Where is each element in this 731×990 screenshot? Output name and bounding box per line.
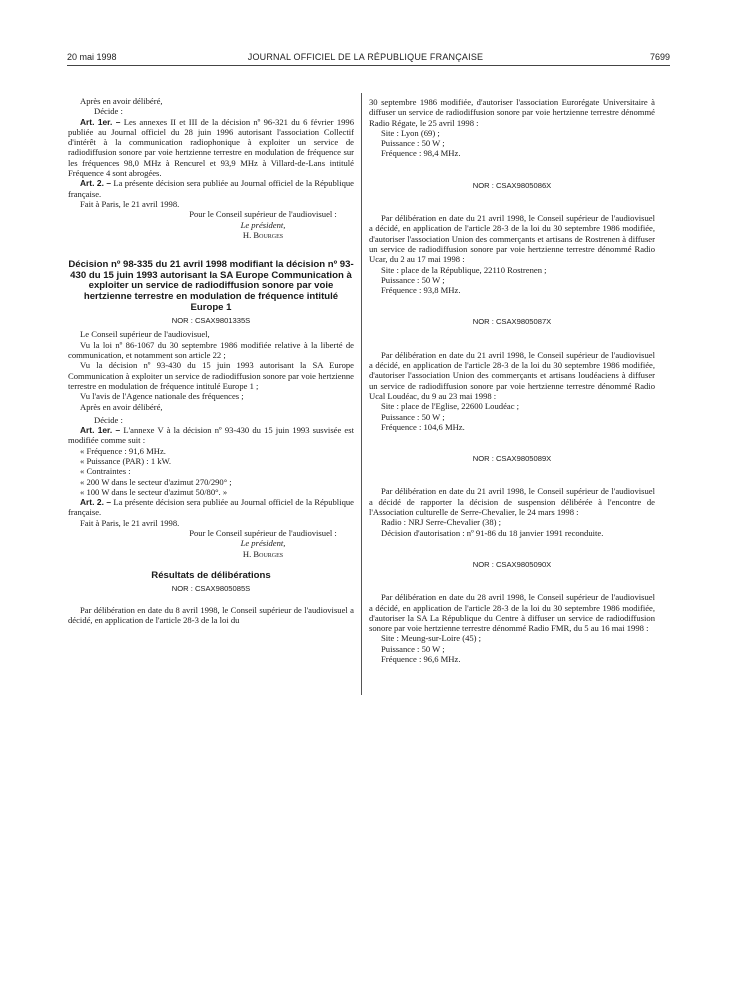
signature-pour-2: Pour le Conseil supérieur de l'audiovisuel : xyxy=(189,528,337,539)
deliberation-paragraph: Par délibération en date du 28 avril 1998, le Conseil supérieur de l'audiovisuel a décidé, en application de l'article 28-3 de la loi du 30 septembre 1986 modifiée, d'autoriser la SA La République du Centre à diffuser un service de radiodiffusion sonore par voie hertzienne terrestre dénommé Radio FMR, du 5 au 16 mai 1998 : xyxy=(369,592,655,634)
list-item: « Contraintes : xyxy=(80,466,131,477)
article-1b-label: Art. 1er. – xyxy=(80,425,121,436)
vu-avis: Vu l'avis de l'Agence nationale des fréquences ; xyxy=(80,391,244,402)
vu-loi: Vu la loi nº 86-1067 du 30 septembre 1986 modifiée relative à la liberté de communication, et notamment son article 22 ; xyxy=(68,339,354,361)
list-item: « 100 W dans le secteur d'azimut 50/80°. » xyxy=(80,486,228,497)
detail-line: Fréquence : 93,8 MHz. xyxy=(381,285,461,296)
article-1 xyxy=(68,117,354,179)
signature-name-2: H. Bourges xyxy=(242,548,284,559)
list-item: « Puissance (PAR) : 1 kW. xyxy=(80,455,172,466)
decision-title: Décision nº 98-335 du 21 avril 1998 modifiant la décision nº 93-430 du 15 juin 1993 autorisant la SA Europe Communication à exploiter un service de radiodiffusion sonore par voie hertzienne terrestre en modulation de fréquence intitulé Europe 1 xyxy=(68,259,354,313)
deliberation-paragraph: Par délibération en date du 21 avril 1998, le Conseil supérieur de l'audiovisuel a décidé, en application de l'article 28-3 de la loi du 30 septembre 1986 modifiée, d'autoriser l'association Union des commerçants et artisans de Rostrenen à diffuser un service de radiodiffusion sonore par voie hertzienne terrestre dénommé Radio Ucar, du 2 au 17 mai 1998 : xyxy=(369,213,655,265)
nor-reference: NOR : CSAX9805087X xyxy=(472,317,552,327)
detail-line: Puissance : 50 W ; xyxy=(381,138,445,149)
list-item: « Fréquence : 91,6 MHz. xyxy=(80,445,166,456)
deliberation-paragraph: Par délibération en date du 21 avril 1998, le Conseil supérieur de l'audiovisuel a décidé de rapporter la décision de suspension délibérée à l'encontre de l'Association culturelle de Serre-Chevalier, le 24 mars 1998 : xyxy=(369,486,655,518)
article-2b-text: La présente décision sera publiée au Journal officiel de la République française. xyxy=(68,497,354,518)
detail-line: Site : place de l'Eglise, 22600 Loudéac ; xyxy=(381,401,520,412)
header-journal-title: JOURNAL OFFICIEL DE LA RÉPUBLIQUE FRANÇAISE xyxy=(247,52,484,62)
article-2b xyxy=(68,497,354,518)
resultats-paragraph-1: Par délibération en date du 8 avril 1998, le Conseil supérieur de l'audiovisuel a décidé, en application de l'article 28-3 de la loi du xyxy=(68,604,354,625)
continuation-paragraph: 30 septembre 1986 modifiée, d'autoriser l'association Eurorégate Universitaire à diffuser un service de radiodiffusion sonore par voie hertzienne terrestre dénommé Radio Régate, le 25 avril 1998 : xyxy=(369,97,655,128)
column-divider xyxy=(361,93,362,695)
fait-a-paris-2: Fait à Paris, le 21 avril 1998. xyxy=(80,517,180,528)
article-2-label: Art. 2. – xyxy=(80,178,112,189)
detail-line: Puissance : 50 W ; xyxy=(381,643,445,654)
decision-nor: NOR : CSAX9801335S xyxy=(171,316,251,326)
signature-president-2: Le président, xyxy=(240,538,286,549)
nor-reference: NOR : CSAX9805086X xyxy=(472,180,552,190)
detail-line: Site : Lyon (69) ; xyxy=(381,127,440,138)
list-item: « 200 W dans le secteur d'azimut 270/290° ; xyxy=(80,476,232,487)
signature-president: Le président, xyxy=(240,219,286,230)
detail-line: Site : Meung-sur-Loire (45) ; xyxy=(381,633,482,644)
article-1-label: Art. 1er. – xyxy=(80,116,121,127)
signature-pour: Pour le Conseil supérieur de l'audiovisuel : xyxy=(189,209,337,220)
right-column xyxy=(369,97,655,664)
detail-line: Puissance : 50 W ; xyxy=(381,411,445,422)
signature-name: H. Bourges xyxy=(242,229,284,240)
fait-a-paris: Fait à Paris, le 21 avril 1998. xyxy=(80,198,180,209)
decide-label-2: Décide : xyxy=(94,414,123,425)
nor-reference: NOR : CSAX9805090X xyxy=(472,559,552,569)
header-date: 20 mai 1998 xyxy=(67,52,117,62)
article-1b-text: L'annexe V à la décision nº 93-430 du 15 juin 1993 susvisée est modifiée comme suit : xyxy=(68,425,354,446)
article-1-text: Les annexes II et III de la décision nº 96-321 du 6 février 1996 publiée au Journal officiel du 28 juin 1996 autorisant l'association Collectif d'intérêt à la communication radiophonique à exploiter un service de radiodiffusion sonore par voie hertzienne terrestre en modulation de fréquence sur les fréquences 98,0 MHz à Rencurel et 93,9 MHz à Villard-de-Lans intitulé Fréquence 4 sont abrogées. xyxy=(68,116,355,179)
left-column xyxy=(68,96,354,625)
article-1b xyxy=(68,425,354,446)
nor-reference: NOR : CSAX9805089X xyxy=(472,454,552,464)
article-2-text: La présente décision sera publiée au Journal officiel de la République française. xyxy=(68,178,354,199)
article-2b-label: Art. 2. – xyxy=(80,497,112,508)
resultats-title: Résultats de délibérations xyxy=(151,569,271,581)
header-rule xyxy=(67,65,670,66)
decide-label: Décide : xyxy=(94,106,123,117)
detail-line: Décision d'autorisation : nº 91-86 du 18 janvier 1991 reconduite. xyxy=(381,527,604,538)
detail-line: Fréquence : 96,6 MHz. xyxy=(381,653,461,664)
detail-line: Site : place de la République, 22110 Rostrenen ; xyxy=(381,264,547,275)
vu-decision: Vu la décision nº 93-430 du 15 juin 1993 autorisant la SA Europe Communication à exploiter un service de radiodiffusion sonore par voie hertzienne terrestre en modulation de fréquence intitulé Europe 1 ; xyxy=(68,360,354,391)
header-page-number: 7699 xyxy=(649,52,670,62)
resultats-nor: NOR : CSAX9805085S xyxy=(171,584,251,594)
detail-line: Fréquence : 104,6 MHz. xyxy=(381,421,465,432)
article-2 xyxy=(68,178,354,199)
detail-line: Radio : NRJ Serre-Chevalier (38) ; xyxy=(381,517,502,528)
detail-line: Puissance : 50 W ; xyxy=(381,274,445,285)
detail-line: Fréquence : 98,4 MHz. xyxy=(381,148,461,159)
apres-delibere-2: Après en avoir délibéré, xyxy=(80,401,163,412)
conseil-line: Le Conseil supérieur de l'audiovisuel, xyxy=(80,329,210,340)
apres-delibere: Après en avoir délibéré, xyxy=(80,96,163,106)
deliberation-paragraph: Par délibération en date du 21 avril 1998, le Conseil supérieur de l'audiovisuel a décidé, en application de l'article 28-3 de la loi du 30 septembre 1986 modifiée, d'autoriser l'association Union des commerçants et artisans loudéaciens à diffuser un service de radiodiffusion sonore par voie hertzienne terrestre dénommé Radio Ucal Loudéac, du 9 au 23 mai 1998 : xyxy=(369,349,655,401)
